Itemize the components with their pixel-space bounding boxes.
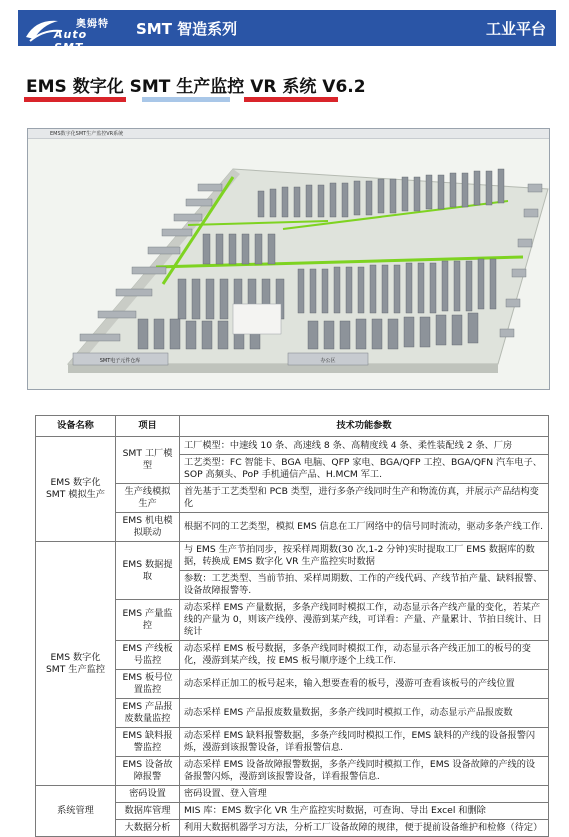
item-params: 首先基于工艺类型和 PCB 类型，进行多条产线同时生产和物流仿真，并展示产品结构变化	[180, 484, 549, 513]
item-name: EMS 产线板号监控	[116, 641, 180, 670]
item-name: EMS 设备故障报警	[116, 757, 180, 786]
header-item: 项目	[116, 416, 180, 437]
vr-system-screenshot	[27, 128, 550, 390]
item-name: 数据库管理	[116, 803, 180, 820]
logo-english-text: Auto SMT	[54, 28, 88, 54]
company-logo	[24, 13, 120, 54]
item-name: 生产线模拟生产	[116, 484, 180, 513]
item-name: 大数据分析	[116, 820, 180, 837]
item-name: EMS 缺料报警监控	[116, 728, 180, 757]
table-row	[36, 542, 549, 571]
table-row	[36, 437, 549, 455]
header-device-name: 设备名称	[36, 416, 116, 437]
screenshot-window-title: EMS数字化SMT生产监控VR系统	[50, 131, 124, 137]
spec-table	[35, 415, 549, 837]
table-row	[36, 786, 549, 803]
item-name: EMS 数据提取	[116, 542, 180, 600]
brand-header	[18, 10, 556, 54]
item-name: 密码设置	[116, 786, 180, 803]
table-header-row	[36, 416, 549, 437]
warehouse-label: SMT电子元件仓库	[99, 358, 141, 364]
item-params: 工厂模型：中速线 10 条、高速线 8 条、高精度线 4 条、柔性装配线 2 条、厂房	[180, 437, 549, 455]
item-params: 动态采样 EMS 板号数据，多条产线同时模拟工作，动态显示各产线正加工的板号的变化，漫游到某产线，按 EMS 板号顺序逐个上线工作.	[180, 641, 549, 670]
item-name: EMS 板号位置监控	[116, 670, 180, 699]
header-params: 技术功能参数	[180, 416, 549, 437]
office-label: 办公区	[320, 358, 336, 364]
item-name: EMS 机电模拟联动	[116, 513, 180, 542]
factory-3d-view	[28, 139, 551, 391]
item-params: 动态采样 EMS 产品报废数量数据，多条产线同时模拟工作，动态显示产品报废数	[180, 699, 549, 728]
series-name: SMT 智造系列	[136, 20, 238, 38]
item-params: 密码设置、登入管理	[180, 786, 549, 803]
item-params: 工艺类型：FC 智能卡、BGA 电脑、QFP 家电、BGA/QFP 工控、BGA/QFN 汽车电子、SOP 高频头、PoP 手机通信产品、H.MCM 军工.	[180, 455, 549, 484]
item-params: MIS 库：EMS 数字化 VR 生产监控实时数据，可查询、导出 Excel 和删除	[180, 803, 549, 820]
group-name: EMS 数字化 SMT 模拟生产	[36, 437, 116, 542]
item-params: 根据不同的工艺类型，模拟 EMS 信息在工厂网络中的信号同时流动，驱动多条产线工作.	[180, 513, 549, 542]
item-params: 动态采样正加工的板号起来，输入想要查看的板号，漫游可查看该板号的产线位置	[180, 670, 549, 699]
group-name: 系统管理	[36, 786, 116, 837]
logo-chinese-text: 奥姆特	[76, 19, 109, 30]
platform-name: 工业平台	[485, 20, 546, 38]
item-params: 动态采样 EMS 设备故障报警数据，多条产线同时模拟工作，EMS 设备故障的产线的设备报警闪烁，漫游到该报警设备，详看报警信息.	[180, 757, 549, 786]
title-underline-blue	[142, 97, 230, 102]
item-params: 动态采样 EMS 产量数据，多条产线同时模拟工作，动态显示各产线产量的变化，若某产线的产量为 0，则该产线停、漫游到某产线，可详看：产量、产量累计、节拍日统计、日统计	[180, 600, 549, 641]
item-name: SMT 工厂模型	[116, 437, 180, 484]
item-params: 与 EMS 生产节拍同步，按采样周期数(30 次,1-2 分钟)实时提取工厂 EMS 数据库的数据，转换成 EMS 数字化 VR 生产监控实时数据	[180, 542, 549, 571]
item-name: EMS 产量监控	[116, 600, 180, 641]
group-name: EMS 数字化 SMT 生产监控	[36, 542, 116, 786]
title-underline-red-2	[244, 97, 338, 102]
item-params: 动态采样 EMS 缺料报警数据，多条产线同时模拟工作，EMS 缺料的产线的设备报警闪烁，漫游到该报警设备，详看报警信息.	[180, 728, 549, 757]
screenshot-titlebar	[28, 129, 549, 139]
page-title: EMS 数字化 SMT 生产监控 VR 系统 V6.2	[26, 77, 366, 97]
item-params: 参数：工艺类型、当前节拍、采样周期数、工作的产线代码、产线节拍产量、缺料报警、设备故障报警等.	[180, 571, 549, 600]
item-params: 利用大数据机器学习方法，分析工厂设备故障的规律，便于提前设备维护和检修（待定）	[180, 820, 549, 837]
title-underline-red	[24, 97, 126, 102]
item-name: EMS 产品报废数量监控	[116, 699, 180, 728]
